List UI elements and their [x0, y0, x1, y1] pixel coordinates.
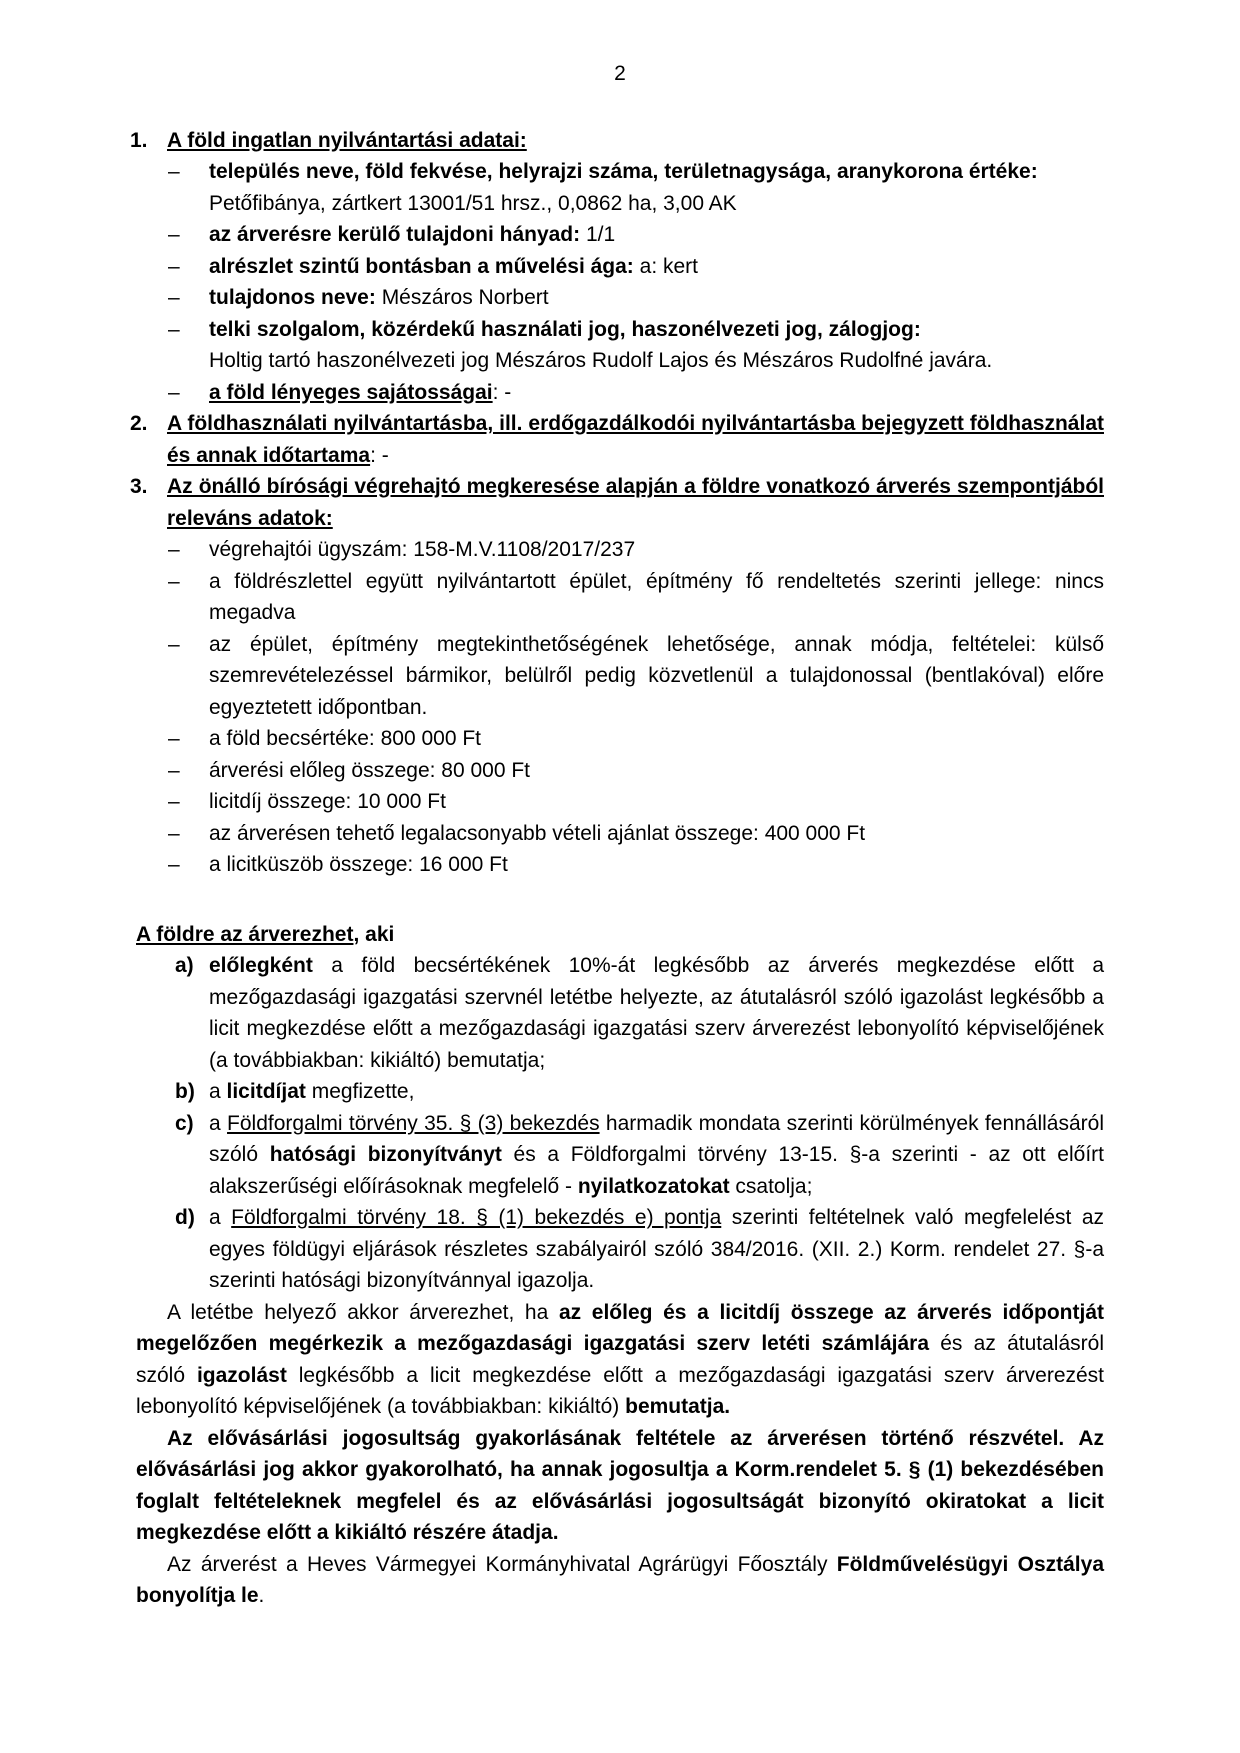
text-run: a	[209, 1080, 227, 1103]
bullet-list-item	[136, 282, 1104, 314]
text-run: a föld lényeges sajátosságai	[209, 380, 493, 404]
text-run: és a Földforgalmi törvény 13-15. §-a szerinti - az ott előírt alakszerűségi előírásoknak megfelelő -	[209, 1143, 1104, 1198]
lettered-list-item	[136, 1202, 1104, 1297]
text-run: A letétbe helyező akkor árverezhet, ha	[167, 1300, 559, 1324]
text-run: A földhasználati nyilvántartásba, ill. erdőgazdálkodói nyilvántartásba bejegyzett földhasználat és annak időtartama	[167, 412, 1104, 467]
text-run: a föld becsértékének 10%-át legkésőbb az árverés megkezdése előtt a mezőgazdasági igazgatási szervnél letétbe helyezte, az átutalásról szóló igazolást legkésőbb a licit megkezdése előtt a mezőgazdasági igazgatási szerv árverezést lebonyolító képviselőjének (a továbbiakban: kikiáltó) bemutatja;	[209, 954, 1104, 1072]
lettered-list-item	[136, 950, 1104, 1076]
numbered-list-item	[130, 471, 1104, 534]
text-run: harmadik mondata szerinti körülmények fennállásáról szóló	[209, 1111, 1105, 1166]
text-run: a földrészlettel együtt nyilvántartott épület, építmény fő rendeltetés szerinti jellege: nincs megadva	[209, 569, 1104, 624]
page-number: 2	[614, 62, 626, 85]
text-run: település neve, föld fekvése, helyrajzi száma, területnagysága, aranykorona értéke:	[209, 160, 1038, 183]
text-run: a: kert	[633, 254, 699, 278]
text-run: szerinti feltételnek való megfelelést az egyes földügyi eljárások részletes szabályairól szóló 384/2016. (XII. 2.) Korm. rendelet 27. §-a szerinti hatósági bizonyítvánnyal igazolja.	[209, 1206, 1105, 1292]
bullet-dash: –	[168, 223, 180, 246]
text-run: Holtig tartó haszonélvezeti jog Mészáros Rudolf Lajos és Mészáros Rudolfné javára.	[209, 349, 993, 372]
bullet-list-item	[136, 755, 1104, 787]
text-run: Földforgalmi törvény 18. § (1) bekezdés e) pontja	[231, 1206, 722, 1229]
text-run: telki szolgalom, közérdekű használati jog, haszonélvezeti jog, zálogjog:	[209, 317, 921, 341]
text-run: hatósági bizonyítványt	[269, 1143, 502, 1166]
text-run: Az elővásárlási jogosultság gyakorlásának feltétele az árverésen történő részvétel. Az elővásárlási jog akkor gyakorolható, ha annak jogosultja a Korm.rendelet 5. § (1) bekezdésében foglalt feltételeknek megfelel és az elővásárlási jogosultságát bizonyító okiratokat a licit megkezdése előtt a kikiáltó részére átadja.	[136, 1426, 1104, 1544]
bullet-dash: –	[168, 317, 180, 341]
bullet-list-item	[136, 251, 1104, 283]
text-run: Az önálló bírósági végrehajtó megkeresése alapján a földre vonatkozó árverés szempontjából releváns adatok:	[167, 475, 1104, 530]
text-run: végrehajtói ügyszám: 158-M.V.1108/2017/237	[209, 538, 636, 561]
text-run: Petőfibánya, zártkert 13001/51 hrsz., 0,0862 ha, 3,00 AK	[209, 191, 737, 215]
paragraph	[136, 919, 1104, 951]
text-run: tulajdonos neve:	[209, 286, 376, 309]
bullet-list-item	[136, 156, 1104, 219]
bullet-dash: –	[168, 758, 180, 782]
bullet-dash: –	[168, 380, 180, 404]
text-run: bemutatja.	[625, 1395, 731, 1418]
bullet-list-item	[136, 219, 1104, 251]
list-marker: 1.	[130, 128, 148, 152]
text-run: licitdíjat	[226, 1080, 306, 1103]
bullet-dash: –	[168, 821, 180, 845]
bullet-list-item	[136, 723, 1104, 755]
paragraph	[136, 1423, 1104, 1549]
text-run: ,	[353, 922, 366, 946]
text-run: Az árverést a Heves Vármegyei Kormányhivatal Agrárügyi Főosztály	[167, 1552, 837, 1576]
lettered-list-item	[136, 1076, 1104, 1108]
paragraph	[136, 1297, 1104, 1423]
text-run: árverési előleg összege: 80 000 Ft	[209, 758, 531, 782]
list-marker: b)	[175, 1080, 195, 1103]
numbered-list-item	[130, 125, 1104, 157]
bullet-dash: –	[168, 632, 180, 656]
bullet-dash: –	[168, 254, 180, 278]
list-marker: c)	[175, 1111, 194, 1135]
list-marker: 2.	[130, 412, 148, 435]
text-run: legkésőbb a licit megkezdése előtt a mezőgazdasági igazgatási szerv árverezést lebonyolító képviselőjének (a továbbiakban: kikiáltó)	[136, 1363, 1105, 1418]
text-run: az árverésen tehető legalacsonyabb vételi ajánlat összege: 400 000 Ft	[209, 821, 866, 845]
text-run: megfizette,	[305, 1080, 415, 1103]
text-run: : -	[492, 380, 512, 404]
text-run: az árverésre kerülő tulajdoni hányad:	[209, 223, 581, 246]
text-run: : -	[370, 443, 389, 467]
text-run: Földművelésügyi Osztálya bonyolítja le	[136, 1552, 1104, 1607]
text-run: az épület, építmény megtekinthetőségének lehetősége, annak módja, feltételei: külső szemrevételezéssel bármikor, belülről pedig közvetlenül a tulajdonossal (bentlakóval) előre egyeztetett időpontban.	[209, 632, 1104, 719]
list-marker: 3.	[130, 475, 148, 498]
text-run: Mészáros Norbert	[375, 286, 549, 309]
text-run: igazolást	[196, 1363, 287, 1387]
text-run: csatolja;	[729, 1174, 813, 1198]
text-run: nyilatkozatokat	[577, 1174, 730, 1198]
text-run: a föld becsértéke: 800 000 Ft	[209, 727, 482, 750]
bullet-dash: –	[168, 853, 180, 876]
bullet-list-item	[136, 818, 1104, 850]
bullet-dash: –	[168, 538, 180, 561]
text-run: aki	[365, 922, 395, 946]
text-run: A földre az árverezhet	[136, 922, 354, 946]
bullet-list-item	[136, 314, 1104, 377]
bullet-list-item	[136, 377, 1104, 409]
text-run: .	[258, 1584, 265, 1607]
text-run: és az átutalásról szóló	[136, 1332, 1104, 1387]
list-marker: d)	[175, 1206, 195, 1229]
bullet-dash: –	[168, 160, 180, 183]
text-run: a licitküszöb összege: 16 000 Ft	[209, 853, 508, 876]
text-run: alrészlet szintű bontásban a művelési ága:	[209, 254, 634, 278]
bullet-dash: –	[168, 727, 180, 750]
bullet-dash: –	[168, 569, 180, 593]
numbered-list-item	[130, 408, 1104, 471]
paragraph	[136, 1549, 1104, 1612]
list-marker: a)	[175, 954, 194, 977]
text-run: licitdíj összege: 10 000 Ft	[209, 790, 446, 813]
text-run: Földforgalmi törvény 35. § (3) bekezdés	[227, 1111, 600, 1135]
text-run: 1/1	[580, 223, 616, 246]
bullet-list-item	[136, 849, 1104, 881]
text-run: A föld ingatlan nyilvántartási adatai:	[167, 128, 527, 152]
text-run: a	[209, 1111, 228, 1135]
lettered-list-item	[136, 1108, 1104, 1203]
bullet-dash: –	[168, 790, 180, 813]
bullet-list-item	[136, 786, 1104, 818]
document-body	[130, 125, 1105, 1612]
bullet-list-item	[136, 534, 1104, 566]
bullet-dash: –	[168, 286, 180, 309]
bullet-list-item	[136, 629, 1104, 724]
bullet-list-item	[136, 566, 1104, 629]
text-run: előlegként	[209, 954, 313, 977]
text-run: az előleg és a licitdíj összege az árverés időpontját megelőzően megérkezik a mezőgazdasági igazgatási szerv letéti számlájára	[136, 1300, 1104, 1355]
text-run: a	[209, 1206, 232, 1229]
